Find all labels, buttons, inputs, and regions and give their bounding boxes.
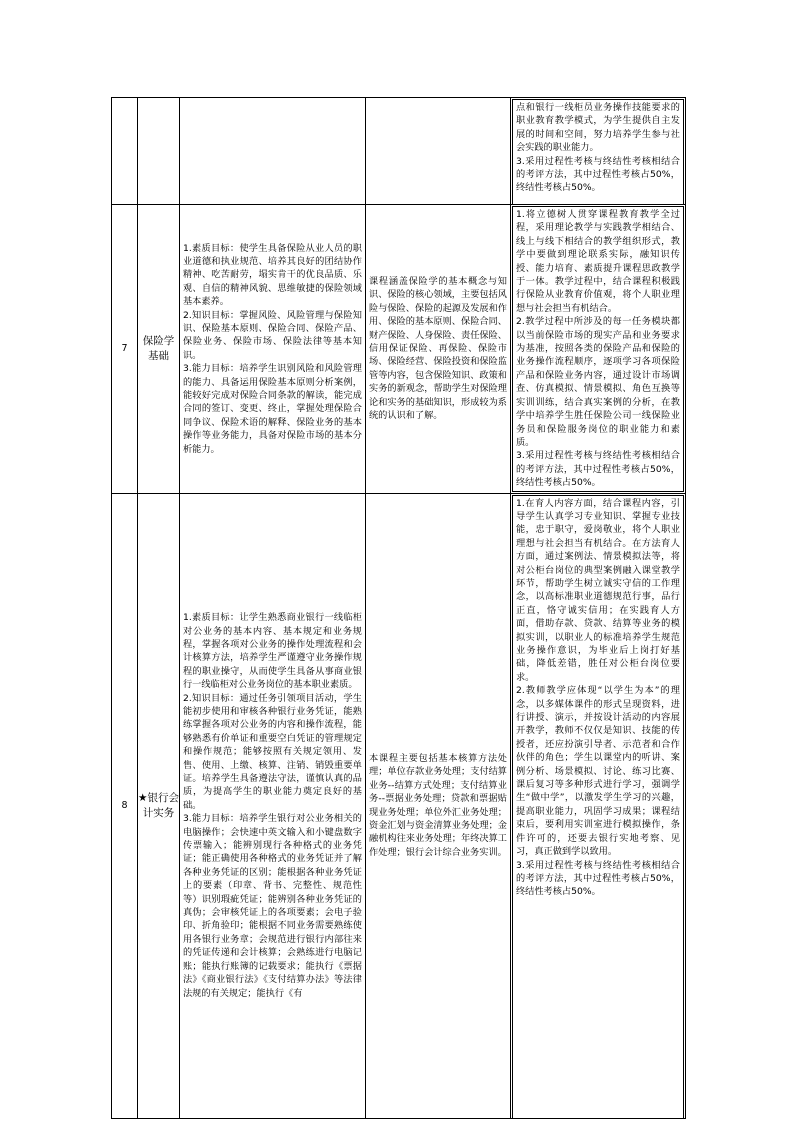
- course-name: [138, 98, 180, 205]
- course-name: ★银行会计实务: [138, 493, 180, 1118]
- requirements-box: [512, 495, 684, 1119]
- content-text: 本课程主要包括基本核算方法处理；单位存款业务处理；支付结算业务--结算方式处理；支付结算业务--票据业务处理；贷款和票据贴现业务处理；单位外汇业务处理；资金汇划与资金清算业务处理；金融机构往来业务处理；年终决算工作处理；银行会计综合业务实训。: [369, 752, 507, 858]
- content-cell: [366, 98, 511, 205]
- table-row: [112, 205, 686, 494]
- row-number: 8: [112, 493, 138, 1118]
- objectives-text: [180, 150, 365, 152]
- objectives-text: 1.素质目标：使学生具备保险从业人员的职业道德和执业规范、培养其良好的团结协作精神、吃苦耐劳，塌实肯干的优良品质、乐观、自信的精神风貌、思维敏捷的保险领域基本素养。 2.知识目标：掌握风险、风险管理与保险知识、保险基本原则、保险合同、保险产品、保险业务、保险市场、保险法律等基本知识。 3.能力目标：培养学生识别风险和风险管理的能力、具备运用保险基本原则分析案例，能较好完成对保险合同条款的解读，能完成合同的签订、变更、终止，掌握处理保险合同争议、保险术语的解释、保险业务的基本操作等业务能力，具备对保险市场的基本分析能力。: [183, 242, 362, 455]
- objectives-cell: [180, 98, 366, 205]
- objectives-cell: [180, 205, 366, 494]
- course-name: 保险学基础: [138, 205, 180, 494]
- requirements-box: [512, 206, 684, 492]
- content-text: 课程涵盖保险学的基本概念与知识、保险的核心领域，主要包括风险与保险、保险的起源及发展和作用、保险的基本原则、保险合同、财产保险、人身保险、责任保险、信用保证保险、再保险、保险市场、保险经营、保险投资和保险监管等内容，包含保险知识、政策和实务的新观念，帮助学生对保险理论和实务的基础知识，形成较为系统的认识和了解。: [369, 276, 507, 422]
- requirements-cell: [511, 98, 686, 205]
- table-row: [112, 98, 686, 205]
- content-cell: [366, 205, 511, 494]
- objectives-cell: [180, 493, 366, 1118]
- requirements-cell: [511, 493, 686, 1118]
- requirements-cell: [511, 205, 686, 494]
- row-number: [112, 98, 138, 205]
- table-row: [112, 493, 686, 1118]
- objectives-text: 1.素质目标：让学生熟悉商业银行一线临柜对公业务的基本内容、基本规定和业务规程，掌握各项对公业务的操作处理流程和会计核算方法，培养学生严谨遵守业务操作规程的职业操守，从而使学生具备从事商业银行一线临柜对公业务岗位的基本职业素质。 2.知识目标：通过任务引领项目活动，学生能初步使用和审核各种银行业务凭证，能熟练掌握各项对公业务的内容和操作流程，能够熟悉有价单证和重要空白凭证的管理规定和操作规范；能够按照有关规定领用、发售、使用、上缴、核算、注销、销毁重要单证。培养学生具备遵法守法，谨慎认真的品质，为提高学生的职业能力奠定良好的基础。 3.能力目标：培养学生银行对公业务相关的电脑操作；会快速中英文输入和小键盘数字传票输入；能辨别现行各种格式的业务凭证；能正确使用各种格式的业务凭证并了解各种业务凭证的区别；能根据各种业务凭证上的要素（印章、背书、完整性、规范性等）识别瑕疵凭证；能辨别各种业务凭证的真伪；会审核凭证上的各项要素；会电子验印、折角验印；能根据不同业务需要熟练使用各银行业务章；会规范进行银行内部往来的凭证传递和会计核算；会熟练进行电脑记账；能执行账簿的记载要求；能执行《票据法》《商业银行法》《支付结算办法》等法律法规的有关规定；能执行《有: [183, 612, 362, 999]
- requirements-text: 点和银行一线柜员业务操作技能要求的职业教育教学模式，为学生提供自主发展的时间和空间，努力培养学生参与社会实践的职业能力。 3.采用过程性考核与终结性考核相结合的考评方法，其中过程性考核占50%，终结性考核占50%。: [516, 102, 680, 194]
- content-cell: [366, 493, 511, 1118]
- requirements-box: [512, 99, 684, 205]
- content-text: [366, 150, 510, 152]
- requirements-text: 1.在育人内容方面，结合课程内容，引导学生认真学习专业知识、掌握专业技能，忠于职守，爱岗敬业，将个人职业理想与社会担当有机结合。在方法育人方面，通过案例法、情景模拟法等，将对公柜台岗位的典型案例融入课堂教学环节，帮助学生树立诚实守信的工作理念，以高标准职业道德规范行事，品行正直，恪守诚实信用；在实践育人方面，借助存款、贷款、结算等业务的模拟实训，以职业人的标准培养学生规范业务操作意识，为毕业后上岗打好基础，降低差错，胜任对公柜台岗位要求。 2.教师教学应体现“以学生为本”的理念，以多媒体课件的形式呈现资料，进行讲授、演示，并按设计活动的内容展开教学，教师不仅仅是知识、技能的传授者，还应扮演引导者、示范者和合作伙伴的角色；学生以课堂内的听讲、案例分析、场景模拟、讨论、练习比赛、课后复习等多种形式进行学习，强调学生“做中学”，以激发学生学习的兴趣，提高职业能力，巩固学习成果；课程结束后，要利用实训室进行模拟操作，条件许可的，还要去银行实地考察、见习，真正做到学以致用。 3.采用过程性考核与终结性考核相结合的考评方法，其中过程性考核占50%，终结性考核占50%。: [516, 497, 680, 898]
- row-number: 7: [112, 205, 138, 494]
- requirements-text: 1.将立德树人贯穿课程教育教学全过程，采用理论教学与实践教学相结合、线上与线下相结合的教学组织形式，教学中要做到理论联系实际，融知识传授、能力培育、素质提升课程思政教学于一体。教学过程中，结合课程积极践行保险从业教育价值观，将个人职业理想与社会担当有机结合。 2.教学过程中所涉及的每一任务模块都以当前保险市场的现实产品和业务要求为基准，按照各类的保险产品和保险的业务操作流程顺序，逐项学习各项保险产品和保险业务内容，通过设计市场调查、仿真模拟、情景模拟、角色互换等实训训练，结合真实案例的分析，在教学中培养学生胜任保险公司一线保险业务员和保险服务岗位的职业能力和素质。 3.采用过程性考核与终结性考核相结合的考评方法，其中过程性考核占50%，终结性考核占50%。: [516, 209, 680, 489]
- course-table: [111, 97, 686, 1119]
